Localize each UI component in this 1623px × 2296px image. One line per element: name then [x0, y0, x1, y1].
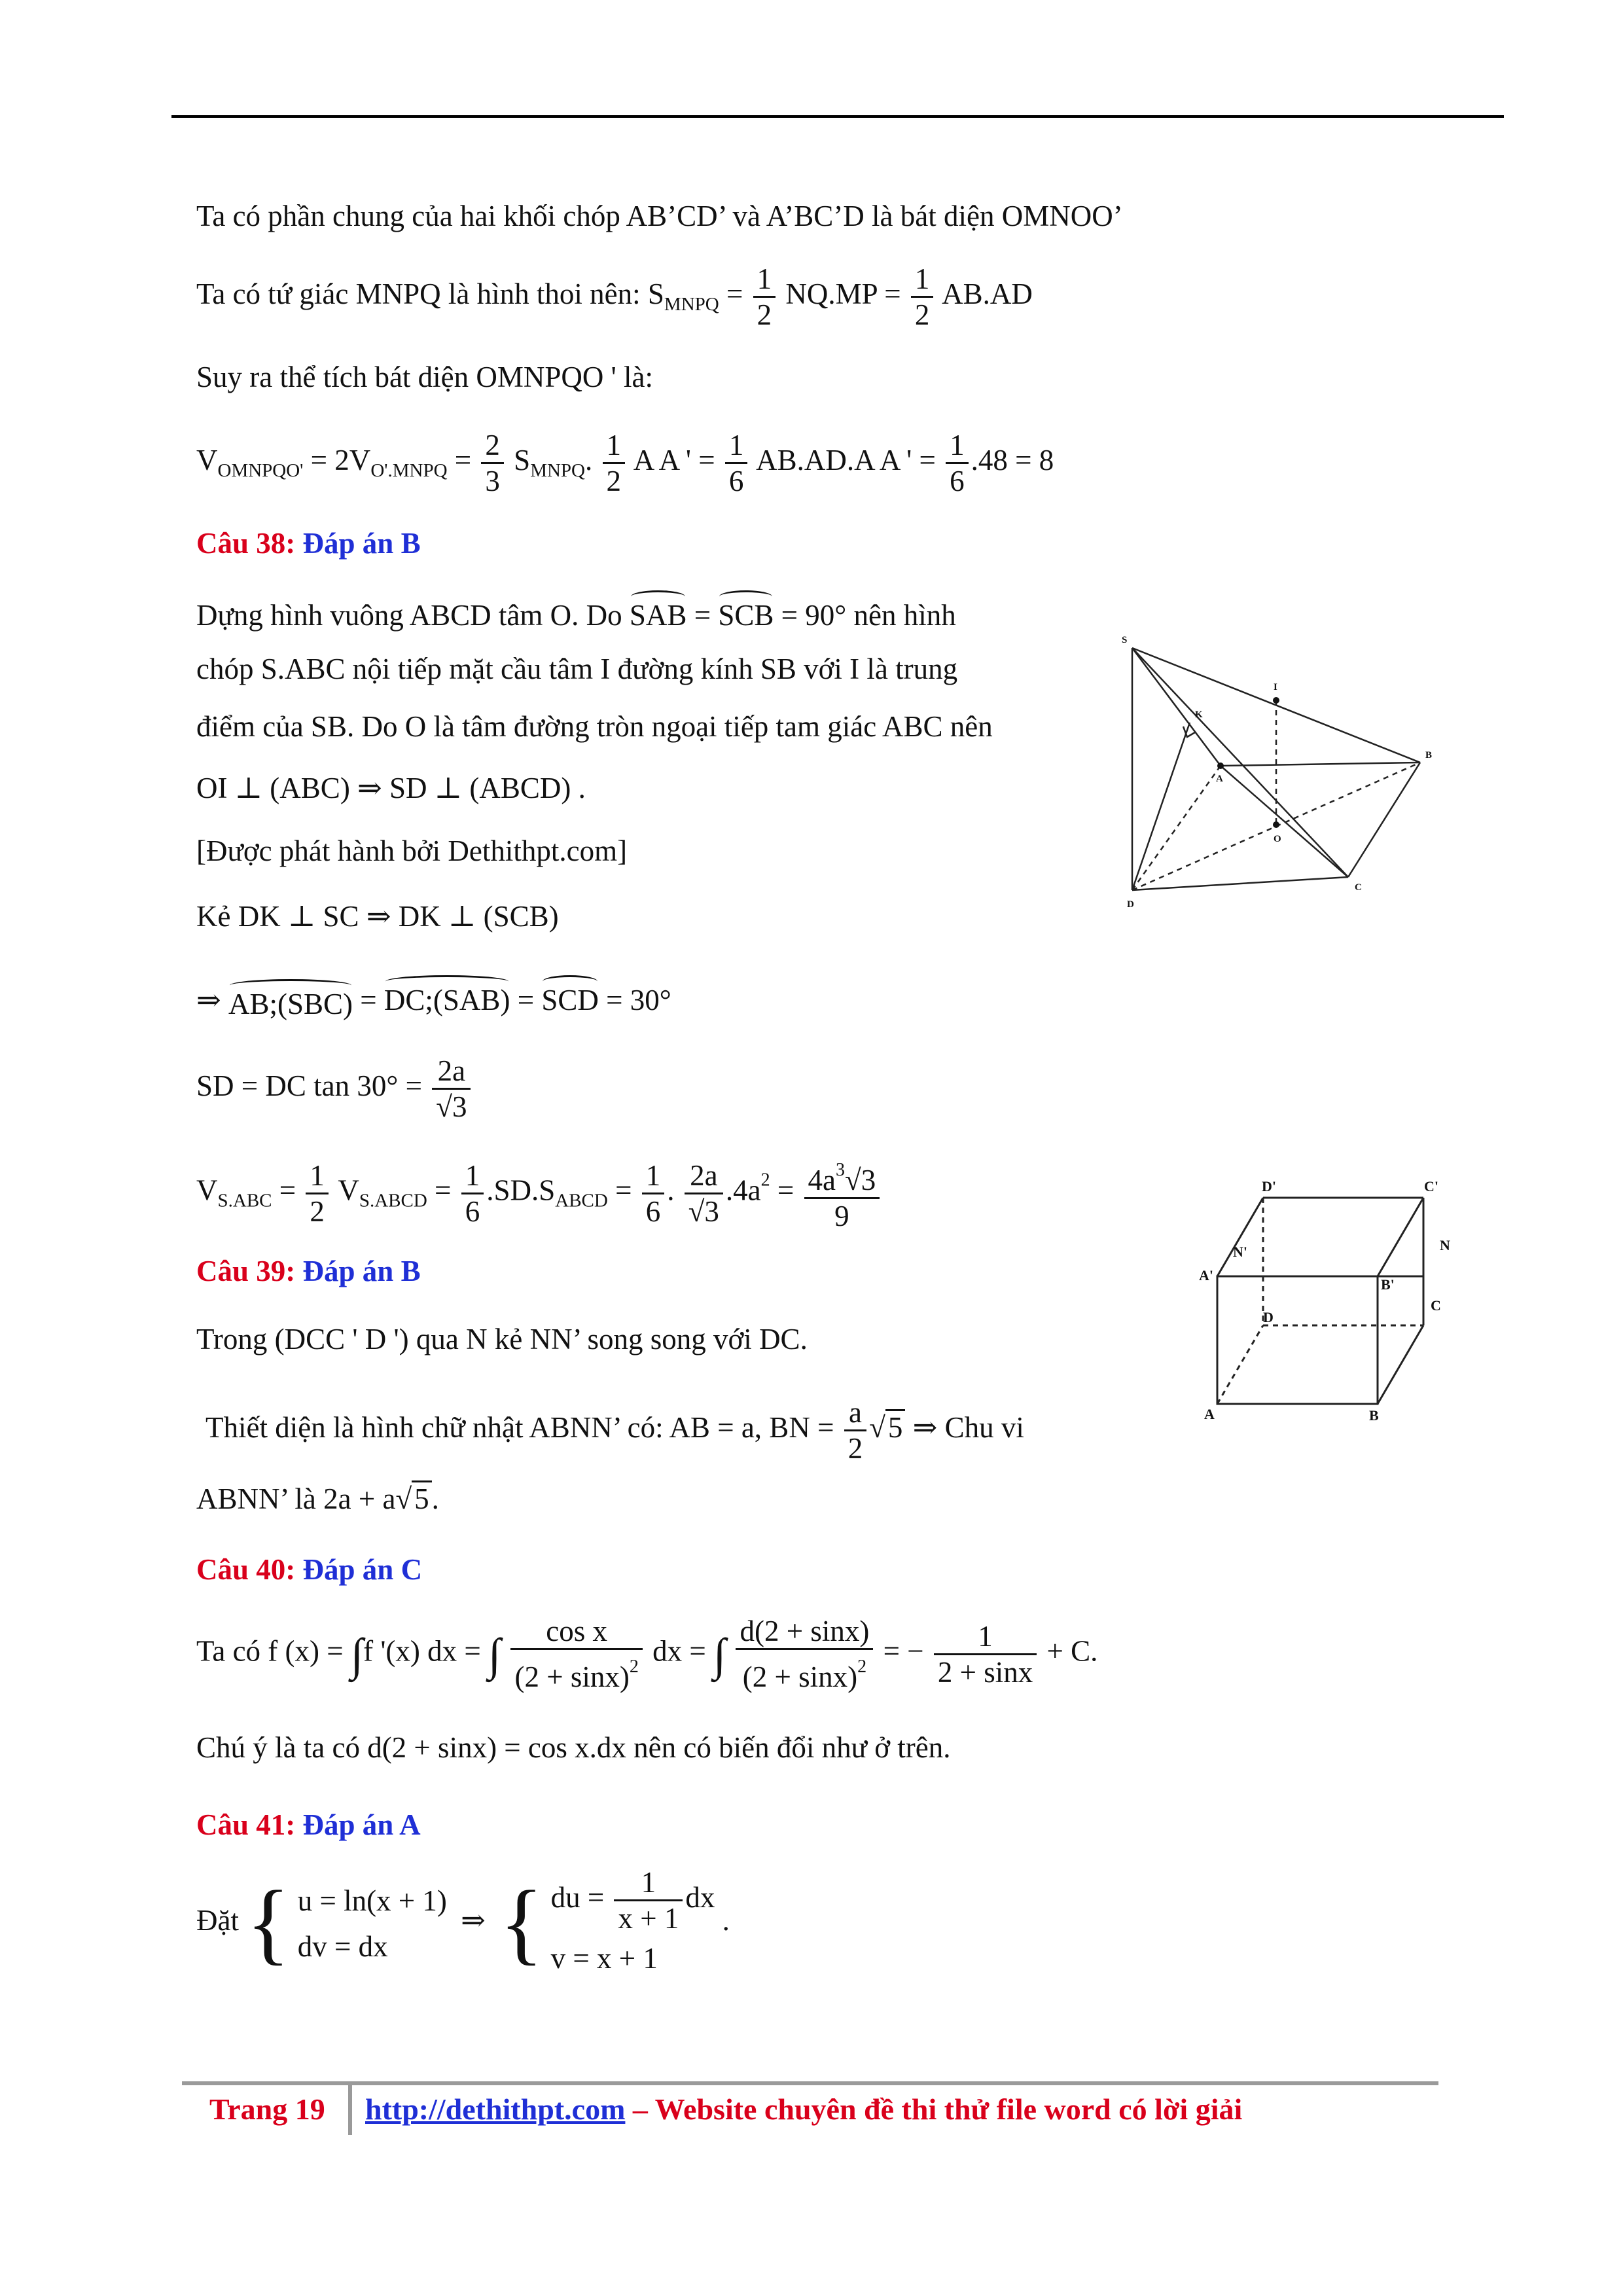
- angle-symbol: SCB: [718, 593, 774, 634]
- text-line: OI ⊥ (ABC) ⇒ SD ⊥ (ABCD) .: [196, 772, 586, 804]
- footer-separator: [348, 2083, 352, 2135]
- label-b: B: [1425, 750, 1433, 761]
- text-line: chóp S.ABC nội tiếp mặt cầu tâm I đường kính SB với I là trung: [196, 653, 958, 685]
- fraction: $\frac{1}{x + 1}$: [614, 1865, 683, 1935]
- pyramid-figure: [1113, 602, 1440, 910]
- integral-equation: Ta có f (x) = ∫f '(x) dx = ∫ $\frac{\text{cos x}}{(2 + \sin x)^2}$ dx = ∫ $\frac{d(2 + \sin x)}{(2 + \sin x)^2}$ = − $\frac{1}{2 + \sin x}$ + C.: [196, 1615, 1098, 1693]
- angle-symbol: SAB: [630, 593, 687, 634]
- label-s: S: [1122, 635, 1128, 645]
- text-line: Kẻ DK ⊥ SC ⇒ DK ⊥ (SCB): [196, 900, 559, 933]
- segment-dk: [1132, 723, 1190, 890]
- fraction: $\frac{1}{6}$: [725, 428, 748, 498]
- fraction: $\frac{1}{2}$: [306, 1158, 329, 1229]
- text-line: Dựng hình vuông ABCD tâm O. Do SAB = SCB = 90° nên hình: [196, 593, 1099, 634]
- text-line: điểm của SB. Do O là tâm đường tròn ngoại tiếp tam giác ABC nên: [196, 710, 993, 743]
- fraction: $\frac{2a}{√3}$: [685, 1158, 723, 1229]
- edge-dc: [1132, 877, 1348, 890]
- footer-text: http://dethithpt.com – Website chuyên đề thi thử file word có lời giải: [365, 2092, 1243, 2126]
- label-c: C: [1431, 1297, 1441, 1314]
- fraction: $\frac{\text{cos x}}{(2 + \sin x)^2}$: [510, 1614, 642, 1694]
- question-41-heading: Câu 41: Đáp án A: [196, 1808, 421, 1841]
- question-38-heading: Câu 38: Đáp án B: [196, 527, 421, 560]
- sd-equation: SD = DC tan 30° = $\frac{2a}{√3}$: [196, 1054, 473, 1124]
- fraction: $\frac{1}{2 + \sin x}$: [934, 1619, 1037, 1689]
- volume-formula-line: $V_{OMNPQO'} = 2V_{O'.MNPQ}$ = $\frac{2}{3}$ $S_{MNPQ}$. $\frac{1}{2}$ A A ' = $\frac{1}{6}$ AB.AD.A A ' = $\frac{1}{6}$ .48 = 8: [196, 429, 1054, 497]
- point-a: [1217, 762, 1224, 769]
- label-a: A: [1204, 1406, 1215, 1422]
- point-o: [1273, 821, 1279, 828]
- text-line: Ta có phần chung của hai khối chóp AB’CD’ và A’BC’D là bát diện OMNOO’: [196, 200, 1123, 232]
- page-number: Trang 19: [209, 2092, 325, 2126]
- label-d: D: [1127, 899, 1134, 910]
- edge-da: [1132, 766, 1221, 890]
- fraction: $\frac{1}{6}$: [642, 1158, 665, 1229]
- label-a: A: [1216, 774, 1223, 784]
- fraction: $\frac{2a}{√3}$: [432, 1054, 471, 1124]
- fraction: $\frac{1}{2}$: [753, 262, 776, 332]
- label-a1: A': [1199, 1267, 1213, 1283]
- label-i: I: [1274, 682, 1277, 692]
- label-k: K: [1195, 709, 1203, 720]
- rhombus-area-line: Ta có tứ giác MNPQ là hình thoi nên: $S_{MNPQ}$ = $\frac{1}{2}$ NQ.MP = $\frac{1}{2}$ AB.AD: [196, 262, 1033, 331]
- label-d: D: [1263, 1309, 1274, 1325]
- fraction: $\frac{2}{3}$: [481, 428, 504, 498]
- label-c1: C': [1424, 1178, 1438, 1194]
- header-divider: [171, 115, 1504, 118]
- edge-b1c1: [1378, 1198, 1423, 1276]
- fraction: $\frac{1}{2}$: [911, 262, 934, 332]
- fraction: $\frac{1}{2}$: [603, 428, 626, 498]
- fraction: $\frac{d(2 + \sin x)}{(2 + \sin x)^2}$: [736, 1614, 873, 1694]
- label-o: O: [1274, 834, 1281, 844]
- text-line: Chú ý là ta có d(2 + sinx) = cos x.dx nên có biến đổi như ở trên.: [196, 1731, 951, 1764]
- website-link[interactable]: http://dethithpt.com: [365, 2092, 626, 2126]
- fraction: $\frac{a}{2}$: [844, 1395, 867, 1465]
- edge-ac: [1221, 766, 1348, 877]
- box-figure: [1198, 1172, 1472, 1427]
- angle-equation: ⇒ AB;(SBC) = DC;(SAB) = SCD = 30°: [196, 978, 671, 1022]
- text-line: Thiết diện là hình chữ nhật ABNN’ có: AB = a, BN = $\frac{a}{2}$ √5 ⇒ Chu vi: [205, 1396, 1024, 1465]
- label-n: N: [1440, 1237, 1450, 1253]
- text-line: Suy ra thể tích bát diện OMNPQO ' là:: [196, 361, 654, 393]
- point-i: [1273, 697, 1279, 704]
- text-line: Trong (DCC ' D ') qua N kẻ NN’ song song với DC.: [196, 1323, 808, 1355]
- text-line: ABNN’ là 2a + a√5.: [196, 1480, 439, 1517]
- fraction: $\frac{4a^3√3}{9}$: [804, 1153, 880, 1233]
- label-d1: D': [1262, 1178, 1276, 1194]
- volume-equation: $V_{S.ABC}$ = $\frac{1}{2}$ $V_{S.ABCD}$ = $\frac{1}{6}$ $.SD.S_{ABCD}$ = $\frac{1}{6}$ . $\frac{2a}{√3}$ $.4a^2$ = $\frac{4a^3√3}{9}$: [196, 1153, 882, 1233]
- publisher-note: [Được phát hành bởi Dethithpt.com]: [196, 834, 628, 867]
- fraction: $\frac{1}{6}$: [946, 428, 969, 498]
- fraction: $\frac{1}{6}$: [461, 1158, 484, 1229]
- edge-ab: [1221, 762, 1420, 766]
- front-face: [1217, 1276, 1378, 1404]
- question-39-heading: Câu 39: Đáp án B: [196, 1255, 421, 1287]
- label-b1: B': [1381, 1276, 1395, 1293]
- substitution-system: Đặt { u = ln(x + 1) dv = dx ⇒ { du = $\frac{1}{x + 1}$ dx v = x + 1 .: [196, 1866, 730, 1975]
- edge-ad: [1217, 1325, 1263, 1404]
- label-n1: N': [1233, 1244, 1247, 1260]
- label-c: C: [1355, 882, 1362, 893]
- edge-a1d1: [1217, 1198, 1263, 1276]
- label-b: B: [1369, 1407, 1379, 1424]
- question-40-heading: Câu 40: Đáp án C: [196, 1553, 423, 1586]
- edge-bc: [1378, 1325, 1423, 1404]
- edge-cb: [1348, 762, 1420, 877]
- footer-divider: [182, 2081, 1438, 2085]
